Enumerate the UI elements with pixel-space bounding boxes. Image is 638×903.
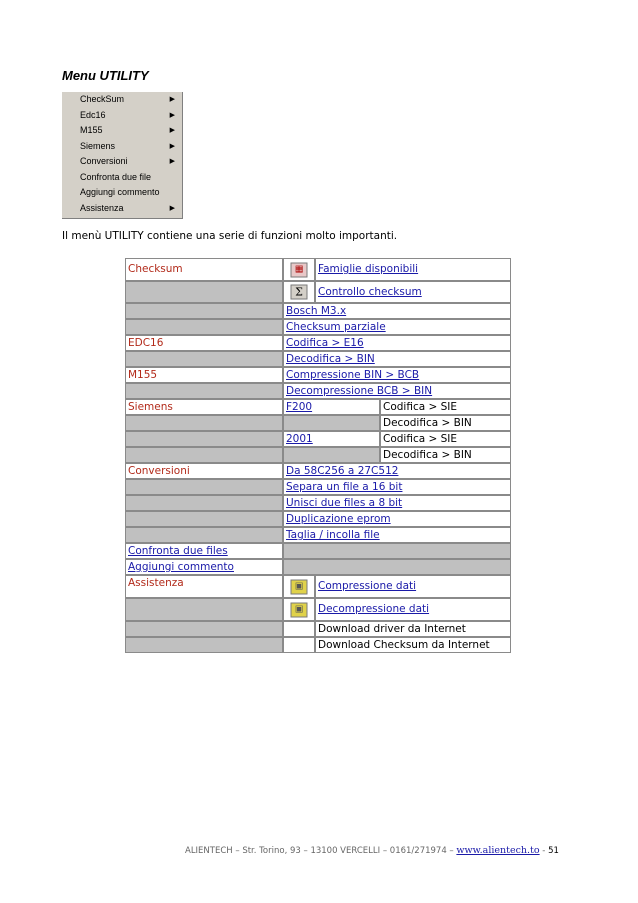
cell-decodifica-bin: Decodifica > BIN [380, 447, 511, 463]
empty-gray-cell [125, 621, 283, 637]
submenu-arrow-icon: ▶ [169, 96, 175, 103]
menu-item-label: Aggiungi commento [80, 187, 160, 197]
page-heading: Menu UTILITY [62, 68, 149, 83]
footer-link[interactable]: www.alientech.to [456, 845, 540, 856]
footer-separator: - [539, 846, 549, 856]
link-compressione-bcb[interactable]: Compressione BIN > BCB [283, 367, 511, 383]
sigma-icon: Σ [291, 285, 308, 300]
menu-item-edc16[interactable] [62, 108, 182, 124]
empty-gray-cell [283, 559, 511, 575]
menu-item-label: M155 [80, 125, 103, 135]
empty-gray-cell [283, 447, 380, 463]
utility-menu-screenshot [62, 92, 183, 219]
intro-text: Il menù UTILITY contiene una serie di funzioni molto importanti. [62, 230, 398, 242]
empty-gray-cell [125, 637, 283, 653]
cell-siemens: Siemens [125, 399, 283, 415]
link-aggiungi-commento[interactable]: Aggiungi commento [125, 559, 283, 575]
menu-item-checksum[interactable] [62, 92, 182, 108]
menu-item-label: Assistenza [80, 202, 124, 213]
empty-gray-cell [283, 543, 511, 559]
link-decompressione-dati[interactable]: Decompressione dati [315, 598, 511, 621]
decompress-icon: ▣ [291, 602, 308, 617]
submenu-arrow-icon: ▶ [169, 204, 175, 212]
empty-gray-cell [125, 383, 283, 399]
submenu-arrow-icon: ▶ [169, 158, 175, 165]
empty-gray-cell [125, 281, 283, 303]
link-taglia-incolla[interactable]: Taglia / incolla file [283, 527, 511, 543]
empty-gray-cell [125, 598, 283, 621]
cell-codifica-sie: Codifica > SIE [380, 399, 511, 415]
empty-gray-cell [125, 303, 283, 319]
empty-gray-cell [283, 415, 380, 431]
link-2001[interactable]: 2001 [283, 431, 380, 447]
link-decodifica-bin[interactable]: Decodifica > BIN [283, 351, 511, 367]
cell-m155: M155 [125, 367, 283, 383]
cell-decodifica-bin: Decodifica > BIN [380, 415, 511, 431]
empty-gray-cell [125, 527, 283, 543]
link-bosch[interactable]: Bosch M3.x [283, 303, 511, 319]
cell-codifica-sie: Codifica > SIE [380, 431, 511, 447]
menu-item-label: CheckSum [80, 94, 125, 104]
link-separa[interactable]: Separa un file a 16 bit [283, 479, 511, 495]
menu-item-confronta[interactable] [62, 170, 182, 186]
compress-icon: ▣ [291, 579, 308, 594]
submenu-arrow-icon: ▶ [169, 142, 175, 150]
decompress-icon-cell [283, 598, 315, 621]
menu-item-siemens[interactable] [62, 139, 182, 155]
cell-edc16: EDC16 [125, 335, 283, 351]
link-unisci[interactable]: Unisci due files a 8 bit [283, 495, 511, 511]
empty-gray-cell [125, 319, 283, 335]
empty-gray-cell [125, 415, 283, 431]
footer-address: ALIENTECH – Str. Torino, 93 – 13100 VERCELLI – 0161/271974 – [185, 846, 457, 856]
cell-checksum: Checksum [125, 258, 283, 281]
link-f200[interactable]: F200 [283, 399, 380, 415]
link-decompressione-bcb[interactable]: Decompressione BCB > BIN [283, 383, 511, 399]
cell-assistenza: Assistenza [125, 575, 283, 598]
link-codifica-e16[interactable]: Codifica > E16 [283, 335, 511, 351]
menu-item-label: Conversioni [80, 156, 128, 166]
menu-item-aggiungi[interactable] [62, 185, 182, 201]
link-checksum-parziale[interactable]: Checksum parziale [283, 319, 511, 335]
menu-item-m155[interactable] [62, 123, 182, 139]
page-footer [185, 845, 559, 856]
empty-gray-cell [125, 431, 283, 447]
link-controllo-checksum[interactable]: Controllo checksum [315, 281, 511, 303]
menu-item-assistenza[interactable] [62, 201, 182, 217]
compress-icon-cell [283, 575, 315, 598]
empty-gray-cell [125, 479, 283, 495]
menu-item-label: Siemens [80, 140, 116, 151]
link-da-58c256[interactable]: Da 58C256 a 27C512 [283, 463, 511, 479]
empty-cell [283, 637, 315, 653]
utility-table [125, 258, 511, 653]
empty-gray-cell [125, 495, 283, 511]
link-famiglie[interactable]: Famiglie disponibili [315, 258, 511, 281]
page-number: 51 [548, 846, 559, 856]
menu-item-label: Confronta due file [80, 171, 152, 182]
cell-download-driver: Download driver da Internet [315, 621, 511, 637]
cell-conversioni: Conversioni [125, 463, 283, 479]
famiglie-icon-cell [283, 258, 315, 281]
link-duplicazione[interactable]: Duplicazione eprom [283, 511, 511, 527]
link-confronta[interactable]: Confronta due files [125, 543, 283, 559]
submenu-arrow-icon: ▶ [169, 111, 175, 119]
cell-download-checksum: Download Checksum da Internet [315, 637, 511, 653]
controllo-icon-cell [283, 281, 315, 303]
link-compressione-dati[interactable]: Compressione dati [315, 575, 511, 598]
empty-gray-cell [125, 511, 283, 527]
empty-cell [283, 621, 315, 637]
submenu-arrow-icon: ▶ [169, 127, 175, 134]
menu-item-label: Edc16 [80, 109, 106, 120]
empty-gray-cell [125, 351, 283, 367]
empty-gray-cell [125, 447, 283, 463]
menu-item-conversioni[interactable] [62, 154, 182, 170]
families-icon: ▦ [291, 262, 308, 277]
